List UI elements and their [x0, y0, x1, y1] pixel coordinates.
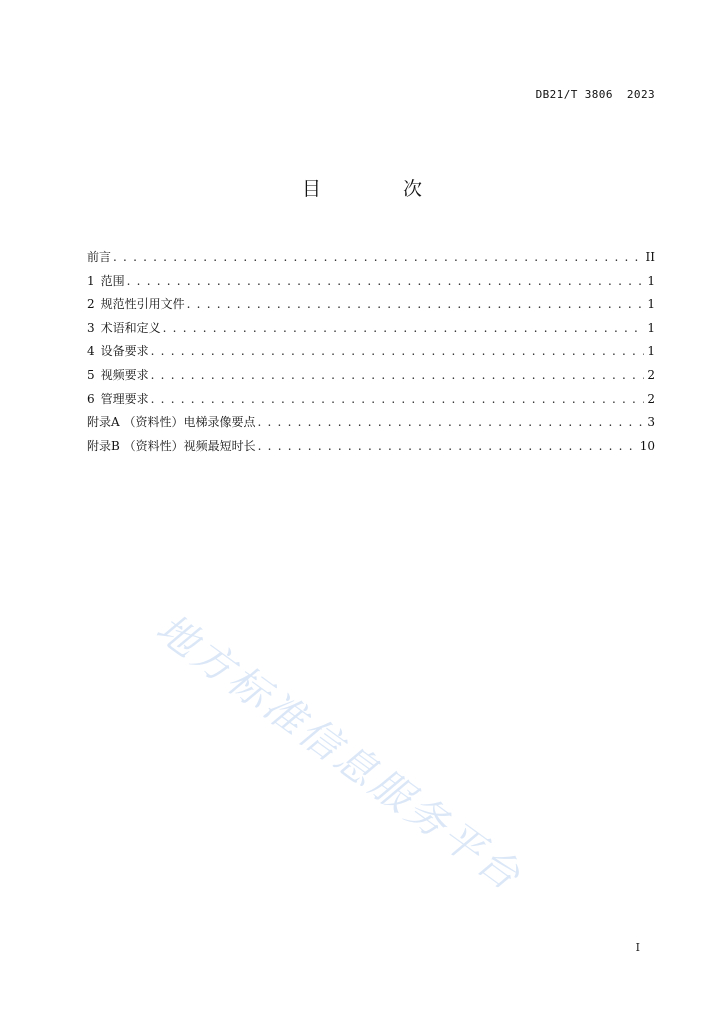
toc-page-number: 2 [647, 367, 655, 382]
page-number: I [635, 941, 640, 954]
toc-entry-label: 1 范围 [87, 273, 125, 288]
toc-page-number: 3 [647, 415, 655, 430]
toc-section-number: 2 [87, 297, 95, 312]
toc-item-normative-references[interactable] [87, 296, 655, 320]
toc-dot-leader [151, 343, 645, 359]
toc-item-appendix-b[interactable] [87, 438, 655, 462]
toc-page-number: II [645, 250, 655, 264]
toc-entry-label: 4 设备要求 [87, 344, 149, 359]
toc-entry-label: 3 术语和定义 [87, 320, 161, 335]
toc-page-number: 1 [647, 344, 655, 359]
toc-entry-label: 前言 [87, 250, 112, 264]
toc-section-number: 3 [87, 320, 95, 335]
toc-item-scope[interactable] [87, 273, 655, 297]
toc-entry-label: 2 规范性引用文件 [87, 297, 185, 312]
toc-item-management-requirements[interactable] [87, 391, 655, 415]
toc-page-number: 2 [647, 391, 655, 406]
toc-section-number: 1 [87, 273, 95, 288]
toc-entry-label: 附录B （资料性）视频最短时长 [87, 438, 256, 453]
toc-section-number: 5 [87, 367, 95, 382]
toc-dot-leader [151, 367, 645, 383]
toc-page-number: 10 [639, 438, 655, 453]
toc-dot-leader [258, 438, 637, 454]
watermark: 地方标准信息服务平台 [147, 605, 531, 902]
toc-dot-leader [127, 273, 645, 289]
toc-item-video-requirements[interactable] [87, 367, 655, 391]
toc-item-foreword[interactable] [87, 249, 655, 273]
page-title: 目 次 [301, 178, 461, 200]
toc-item-equipment-requirements[interactable] [87, 343, 655, 367]
toc-dot-leader [257, 414, 644, 430]
toc-page-number: 1 [647, 297, 655, 312]
toc-dot-leader [187, 296, 645, 312]
toc-section-number: 4 [87, 344, 95, 359]
toc-item-terms-definitions[interactable] [87, 320, 655, 344]
toc-item-appendix-a[interactable] [87, 414, 655, 438]
toc-page-number: 1 [647, 273, 655, 288]
toc-dot-leader [163, 320, 645, 336]
toc-entry-label: 附录A （资料性）电梯录像要点 [87, 415, 256, 430]
toc-entry-label: 5 视频要求 [87, 367, 149, 382]
toc-page-number: 1 [647, 320, 655, 335]
toc-section-number: 6 [87, 391, 95, 406]
toc-dot-leader [113, 249, 643, 265]
table-of-contents [87, 249, 655, 461]
standard-code: DB21/T 3806 2023 [535, 88, 655, 101]
toc-entry-label: 6 管理要求 [87, 391, 149, 406]
toc-dot-leader [151, 391, 645, 407]
